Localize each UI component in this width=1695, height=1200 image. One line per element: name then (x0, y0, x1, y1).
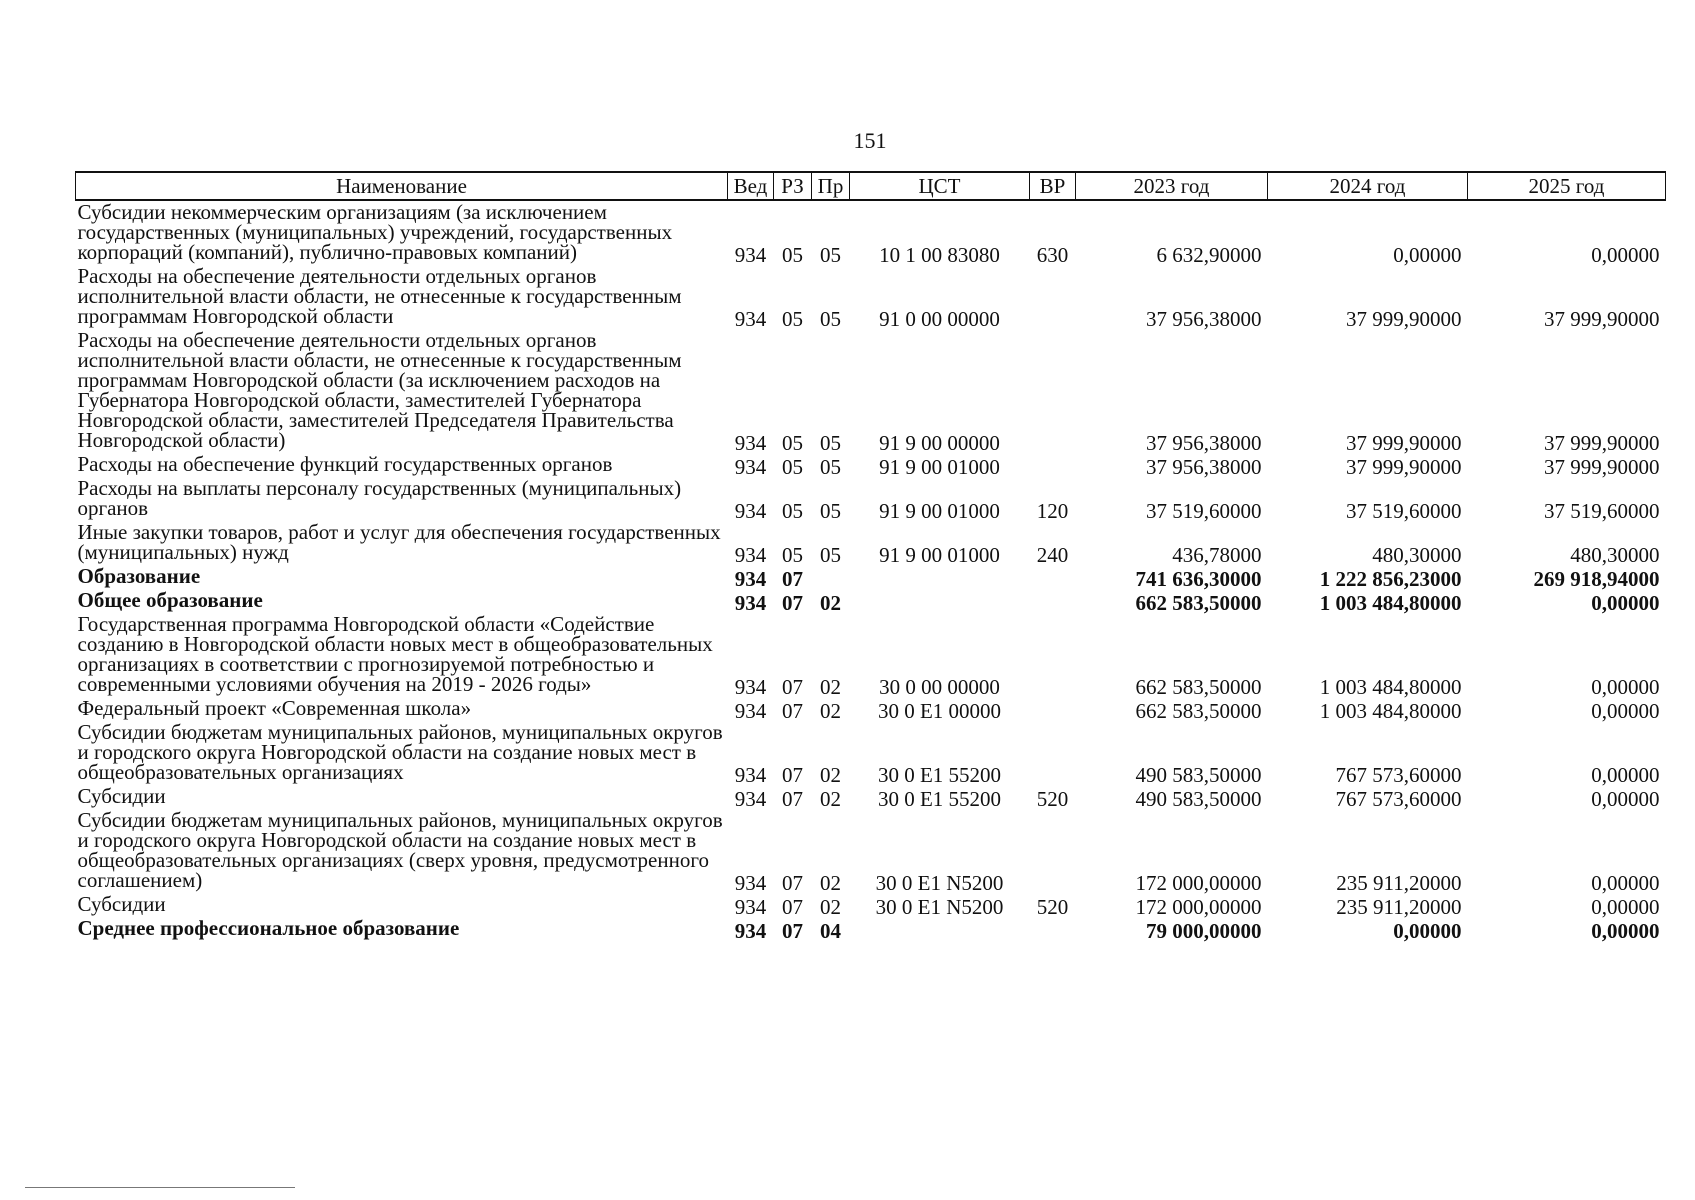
cell-2023: 79 000,00000 (1146, 919, 1262, 943)
table-row (76, 917, 1666, 941)
cell-ved: 934 (734, 699, 767, 723)
cell-pr: 05 (820, 455, 841, 479)
cell-ved: 934 (734, 763, 767, 787)
cell-2023: 662 583,50000 (1135, 699, 1262, 723)
table-row (76, 785, 1666, 809)
table-row (76, 521, 1666, 565)
cell-cst (850, 565, 1030, 589)
cell-rz: 05 (782, 455, 803, 479)
cell-pr (812, 565, 850, 589)
cell-2023: 37 956,38000 (1146, 431, 1262, 455)
cell-vr (1030, 697, 1076, 721)
cell-2025: 0,00000 (1591, 919, 1660, 943)
table-row (76, 329, 1666, 453)
cell-2025: 0,00000 (1591, 895, 1660, 919)
table-row (76, 200, 1666, 265)
cell-2024: 37 519,60000 (1346, 499, 1462, 523)
cell-2024: 37 999,90000 (1346, 455, 1462, 479)
table-row (76, 265, 1666, 329)
cell-name: Расходы на выплаты персоналу государственных (муниципальных) органов (77, 476, 682, 520)
cell-2023: 6 632,90000 (1156, 243, 1262, 267)
cell-2024: 235 911,20000 (1336, 895, 1462, 919)
cell-pr: 05 (820, 243, 841, 267)
cell-name: Общее образование (77, 588, 263, 612)
cell-name: Субсидии бюджетам муниципальных районов, муниципальных округов и городского округа Новгородской области на создание новых мест в общеобразовательных организациях (сверх уровня, предусмотренного соглашением) (77, 808, 723, 892)
cell-2023: 37 956,38000 (1146, 307, 1262, 331)
cell-cst: 30 0 E1 55200 (877, 787, 1002, 811)
cell-rz: 05 (782, 307, 803, 331)
cell-vr (1030, 453, 1076, 477)
cell-name: Расходы на обеспечение деятельности отдельных органов исполнительной власти области, не отнесенные к государственным программам Новгородской области (за исключением расходов на Губернатора Новгородской области, заместителей Губернатора Новгородской области, заместителей Председателя Правительства Новгородской области) (77, 328, 682, 452)
table-body (76, 200, 1666, 941)
table-row (76, 589, 1666, 613)
cell-name: Субсидии (77, 892, 166, 916)
cell-2024: 1 003 484,80000 (1319, 699, 1462, 723)
cell-vr (1030, 809, 1076, 893)
cell-ved: 934 (734, 591, 767, 615)
cell-rz: 05 (782, 543, 803, 567)
cell-rz: 07 (782, 763, 803, 787)
cell-vr (1030, 721, 1076, 785)
cell-rz: 05 (782, 499, 803, 523)
cell-2023: 741 636,30000 (1135, 567, 1262, 591)
header-2025: 2025 год (1468, 172, 1666, 200)
cell-ved: 934 (734, 871, 767, 895)
cell-cst: 30 0 E1 N5200 (875, 895, 1004, 919)
cell-rz: 07 (782, 567, 803, 591)
cell-pr: 02 (820, 787, 841, 811)
cell-2024: 1 222 856,23000 (1319, 567, 1462, 591)
cell-name: Расходы на обеспечение деятельности отдельных органов исполнительной власти области, не отнесенные к государственным программам Новгородской области (77, 264, 682, 328)
cell-2024: 0,00000 (1393, 919, 1462, 943)
header-2023: 2023 год (1076, 172, 1268, 200)
cell-cst: 91 9 00 00000 (879, 431, 1000, 455)
cell-cst: 91 9 00 01000 (879, 455, 1000, 479)
cell-2023: 172 000,00000 (1135, 871, 1262, 895)
cell-cst (850, 589, 1030, 613)
cell-cst: 91 9 00 01000 (879, 499, 1000, 523)
cell-rz: 07 (782, 591, 803, 615)
cell-ved: 934 (734, 895, 767, 919)
cell-vr: 240 (1036, 543, 1069, 567)
cell-vr: 120 (1036, 499, 1069, 523)
cell-ved: 934 (734, 431, 767, 455)
cell-2025: 37 999,90000 (1544, 307, 1660, 331)
cell-name: Федеральный проект «Современная школа» (77, 696, 472, 720)
cell-cst: 91 0 00 00000 (879, 307, 1000, 331)
cell-vr: 630 (1036, 243, 1069, 267)
cell-pr: 05 (820, 431, 841, 455)
table-header (76, 172, 1666, 200)
cell-cst: 91 9 00 01000 (879, 543, 1000, 567)
table-row (76, 697, 1666, 721)
cell-cst: 30 0 E1 00000 (877, 699, 1002, 723)
cell-pr: 02 (820, 763, 841, 787)
cell-rz: 07 (782, 675, 803, 699)
cell-ved: 934 (734, 499, 767, 523)
cell-name: Субсидии бюджетам муниципальных районов, муниципальных округов и городского округа Новгородской области на создание новых мест в общеобразовательных организациях (77, 720, 723, 784)
table-row (76, 565, 1666, 589)
cell-vr (1030, 329, 1076, 453)
cell-2024: 767 573,60000 (1335, 763, 1462, 787)
cell-cst: 10 1 00 83080 (879, 243, 1000, 267)
cell-2023: 37 956,38000 (1146, 455, 1262, 479)
cell-rz: 07 (782, 787, 803, 811)
cell-2024: 37 999,90000 (1346, 431, 1462, 455)
cell-2025: 37 999,90000 (1544, 455, 1660, 479)
cell-name: Образование (77, 564, 201, 588)
cell-vr (1030, 917, 1076, 941)
header-pr: Пр (812, 172, 850, 200)
cell-2024: 767 573,60000 (1335, 787, 1462, 811)
footer-rule (25, 1187, 295, 1188)
cell-cst (850, 917, 1030, 941)
cell-pr: 04 (820, 919, 841, 943)
cell-pr: 02 (820, 871, 841, 895)
cell-vr (1030, 589, 1076, 613)
cell-name: Субсидии (77, 784, 166, 808)
cell-2025: 0,00000 (1591, 591, 1660, 615)
cell-ved: 934 (734, 455, 767, 479)
cell-ved: 934 (734, 543, 767, 567)
cell-name: Иные закупки товаров, работ и услуг для обеспечения государственных (муниципальных) нужд (77, 520, 721, 564)
cell-pr: 05 (820, 307, 841, 331)
cell-cst: 30 0 00 00000 (879, 675, 1000, 699)
cell-2023: 490 583,50000 (1135, 787, 1262, 811)
cell-ved: 934 (734, 307, 767, 331)
cell-2025: 0,00000 (1591, 763, 1660, 787)
header-name: Наименование (76, 172, 728, 200)
cell-pr: 05 (820, 499, 841, 523)
cell-name: Субсидии некоммерческим организациям (за исключением государственных (муниципальных) учреждений, государственных корпораций (компаний), публично-правовых компаний) (77, 200, 673, 264)
cell-cst: 30 0 E1 55200 (877, 763, 1002, 787)
cell-pr: 02 (820, 591, 841, 615)
cell-2024: 1 003 484,80000 (1319, 591, 1462, 615)
cell-2025: 37 519,60000 (1544, 499, 1660, 523)
cell-name: Расходы на обеспечение функций государственных органов (77, 452, 613, 476)
cell-2025: 0,00000 (1591, 243, 1660, 267)
table-row (76, 809, 1666, 893)
table-row (76, 893, 1666, 917)
header-ved: Вед (728, 172, 774, 200)
cell-pr: 05 (820, 543, 841, 567)
cell-2025: 0,00000 (1591, 699, 1660, 723)
header-vr: ВР (1030, 172, 1076, 200)
header-2024: 2024 год (1268, 172, 1468, 200)
cell-2023: 37 519,60000 (1146, 499, 1262, 523)
cell-cst: 30 0 E1 N5200 (875, 871, 1004, 895)
cell-rz: 07 (782, 699, 803, 723)
cell-ved: 934 (734, 243, 767, 267)
cell-2025: 37 999,90000 (1544, 431, 1660, 455)
cell-pr: 02 (820, 895, 841, 919)
header-rz: РЗ (774, 172, 812, 200)
cell-2025: 0,00000 (1591, 675, 1660, 699)
page-number: 151 (853, 128, 887, 153)
cell-ved: 934 (734, 787, 767, 811)
cell-name: Среднее профессиональное образование (77, 916, 460, 940)
cell-2024: 37 999,90000 (1346, 307, 1462, 331)
cell-rz: 05 (782, 243, 803, 267)
cell-2024: 235 911,20000 (1336, 871, 1462, 895)
cell-2023: 172 000,00000 (1135, 895, 1262, 919)
cell-vr (1030, 265, 1076, 329)
table-row (76, 613, 1666, 697)
cell-vr: 520 (1036, 787, 1069, 811)
cell-vr: 520 (1036, 895, 1069, 919)
header-cst: ЦСТ (850, 172, 1030, 200)
cell-ved: 934 (734, 919, 767, 943)
cell-2023: 662 583,50000 (1135, 591, 1262, 615)
cell-rz: 07 (782, 919, 803, 943)
budget-table (75, 171, 1666, 941)
cell-ved: 934 (734, 567, 767, 591)
cell-2025: 0,00000 (1591, 871, 1660, 895)
cell-rz: 07 (782, 895, 803, 919)
cell-2025: 269 918,94000 (1533, 567, 1660, 591)
cell-ved: 934 (734, 675, 767, 699)
cell-2023: 490 583,50000 (1135, 763, 1262, 787)
cell-2023: 436,78000 (1172, 543, 1262, 567)
cell-pr: 02 (820, 675, 841, 699)
cell-rz: 07 (782, 871, 803, 895)
cell-2023: 662 583,50000 (1135, 675, 1262, 699)
cell-2025: 480,30000 (1570, 543, 1660, 567)
cell-2025: 0,00000 (1591, 787, 1660, 811)
table-row (76, 453, 1666, 477)
cell-pr: 02 (820, 699, 841, 723)
table-row (76, 477, 1666, 521)
cell-vr (1030, 613, 1076, 697)
cell-rz: 05 (782, 431, 803, 455)
table-row (76, 721, 1666, 785)
cell-2024: 1 003 484,80000 (1319, 675, 1462, 699)
cell-2024: 480,30000 (1372, 543, 1462, 567)
cell-vr (1030, 565, 1076, 589)
cell-name: Государственная программа Новгородской области «Содействие созданию в Новгородской области новых мест в общеобразовательных организациях в соответствии с прогнозируемой потребностью и современными условиями обучения на 2019 - 2026 годы» (77, 612, 713, 696)
cell-2024: 0,00000 (1393, 243, 1462, 267)
